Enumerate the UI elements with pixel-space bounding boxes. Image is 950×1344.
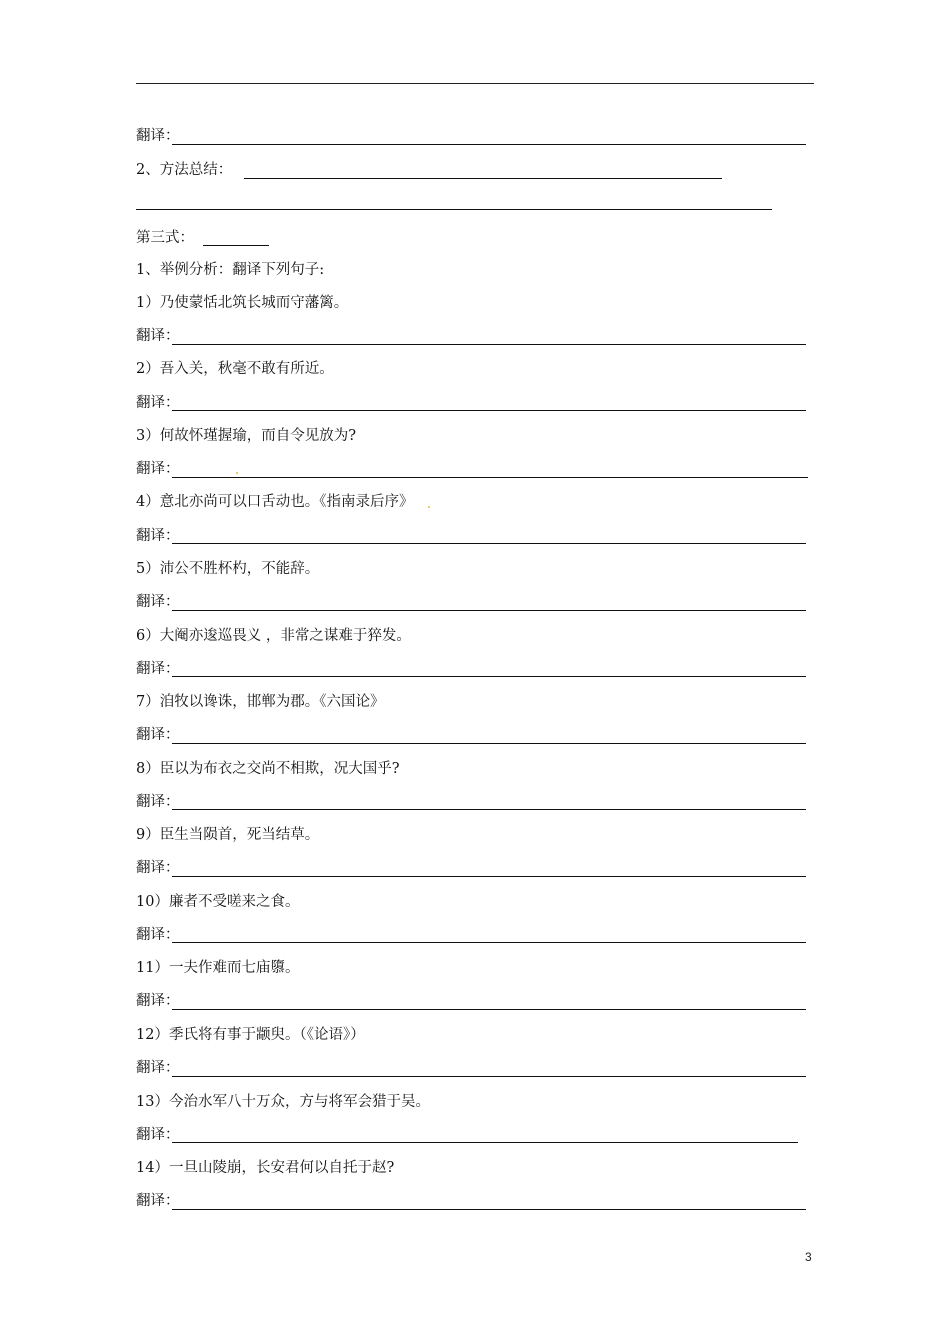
- answer-blank-14[interactable]: [172, 1209, 806, 1210]
- sentence-4: 4）意北亦尚可以口舌动也。《指南录后序》: [136, 494, 414, 510]
- answer-blank-5[interactable]: [172, 610, 806, 611]
- sentence-7: 7）洎牧以谗诛，邯郸为郡。《六国论》: [136, 694, 385, 710]
- sentence-10: 10）廉者不受嗟来之食。: [136, 894, 300, 910]
- sentence-11: 11）一夫作难而七庙隳。: [136, 960, 300, 976]
- answer-blank-6[interactable]: [172, 676, 806, 677]
- sentence-3: 3）何故怀瑾握瑜，而自令见放为?: [136, 428, 356, 444]
- translation-label-2: 翻译：: [136, 395, 180, 411]
- header-rule: [136, 83, 814, 84]
- instruction: 1、举例分析：翻译下列句子:: [136, 262, 325, 278]
- sentence-1: 1）乃使蒙恬北筑长城而守藩篱。: [136, 295, 349, 311]
- speck-mark: [428, 506, 430, 508]
- translation-label-5: 翻译：: [136, 594, 180, 610]
- translation-label-4: 翻译：: [136, 528, 180, 544]
- sentence-8: 8）臣以为布衣之交尚不相欺，况大国乎?: [136, 761, 400, 777]
- translation-label-14: 翻译：: [136, 1193, 180, 1209]
- translation-label-10: 翻译：: [136, 927, 180, 943]
- sentence-5: 5）沛公不胜杯杓，不能辞。: [136, 561, 320, 577]
- translation-line-top: [136, 126, 180, 146]
- sentence-2: 2）吾入关，秋毫不敢有所近。: [136, 361, 334, 377]
- translation-label-1: 翻译：: [136, 328, 180, 344]
- answer-blank-1[interactable]: [172, 344, 806, 345]
- answer-blank-2[interactable]: [172, 410, 806, 411]
- answer-blank-12[interactable]: [172, 1076, 806, 1077]
- answer-blank[interactable]: [172, 144, 806, 145]
- translation-label-6: 翻译：: [136, 661, 180, 677]
- answer-blank-13[interactable]: [172, 1142, 798, 1143]
- answer-blank-7[interactable]: [172, 743, 806, 744]
- speck-mark: [236, 472, 238, 474]
- translation-label: 翻译：: [136, 128, 180, 144]
- sentence-12: 12）季氏将有事于颛臾。（《论语》）: [136, 1027, 365, 1043]
- sentence-9: 9）臣生当陨首，死当结草。: [136, 827, 320, 843]
- method-summary-line: [136, 160, 232, 180]
- section-label: 第三式：: [136, 230, 194, 246]
- answer-blank-9[interactable]: [172, 876, 806, 877]
- sentence-6: 6）大阉亦逡巡畏义 ，非常之谋难于猝发。: [136, 628, 411, 644]
- section-blank[interactable]: [203, 245, 269, 246]
- translation-label-13: 翻译：: [136, 1127, 180, 1143]
- section-line: [136, 228, 194, 248]
- answer-blank-3[interactable]: [172, 477, 808, 478]
- answer-blank-11[interactable]: [172, 1009, 806, 1010]
- method-summary-label: 2、方法总结：: [136, 162, 233, 178]
- answer-blank-8[interactable]: [172, 809, 806, 810]
- page-number: 3: [805, 1250, 812, 1264]
- sentence-14: 14）一旦山陵崩，长安君何以自托于赵?: [136, 1160, 395, 1176]
- translation-label-3: 翻译：: [136, 461, 180, 477]
- translation-label-9: 翻译：: [136, 860, 180, 876]
- answer-blank-4[interactable]: [172, 543, 806, 544]
- translation-label-12: 翻译：: [136, 1060, 180, 1076]
- answer-blank-10[interactable]: [172, 942, 806, 943]
- sentence-13: 13）今治水军八十万众，方与将军会猎于吴。: [136, 1094, 430, 1110]
- translation-label-11: 翻译：: [136, 993, 180, 1009]
- method-summary-blank[interactable]: [244, 178, 722, 179]
- method-summary-blank-2[interactable]: [136, 209, 772, 210]
- translation-label-8: 翻译：: [136, 794, 180, 810]
- translation-label-7: 翻译：: [136, 727, 180, 743]
